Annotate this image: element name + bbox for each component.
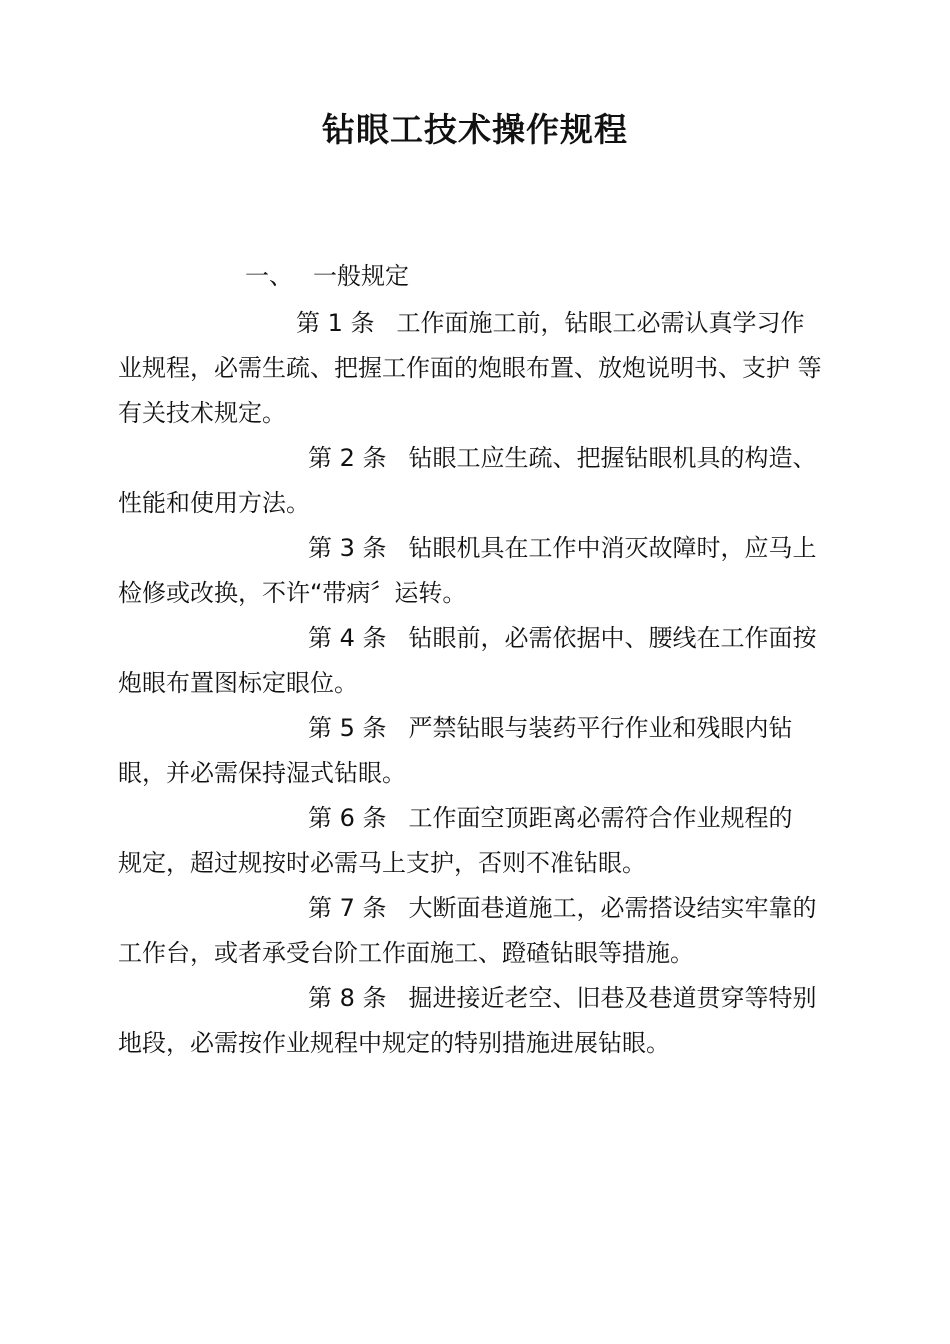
- article-number: 第 8 条: [308, 984, 387, 1012]
- article-text: 工作面施工前，钻眼工必需认真学习作: [396, 309, 805, 337]
- article-first-line: [118, 976, 834, 1021]
- article-text: 大断面巷道施工，必需搭设结实牢靠的: [408, 894, 817, 922]
- article-text: 炮眼布置图标定眼位。: [118, 669, 358, 697]
- article-first-line: [118, 706, 834, 751]
- article-text: 性能和使用方法。: [118, 489, 310, 517]
- article-6: [118, 796, 834, 886]
- article-1: [118, 301, 834, 436]
- article-3: [118, 526, 834, 616]
- article-number: 第 4 条: [308, 624, 387, 652]
- section-heading: [245, 258, 409, 294]
- document-title: 钻眼工技术操作规程: [322, 110, 628, 149]
- article-number: 第 6 条: [308, 804, 387, 832]
- article-text: 规定，超过规按时必需马上支护，否则不准钻眼。: [118, 849, 646, 877]
- article-8: [118, 976, 834, 1066]
- article-2: [118, 436, 834, 526]
- article-first-line: [118, 796, 834, 841]
- article-5: [118, 706, 834, 796]
- article-number: 第 3 条: [308, 534, 387, 562]
- article-number: 第 7 条: [308, 894, 387, 922]
- article-first-line: [118, 436, 834, 481]
- article-4: [118, 616, 834, 706]
- article-text: 地段，必需按作业规程中规定的特别措施进展钻眼。: [118, 1029, 670, 1057]
- article-text: 钻眼机具在工作中消灭故障时，应马上: [408, 534, 817, 562]
- article-text: 严禁钻眼与装药平行作业和残眼内钻: [408, 714, 793, 742]
- article-number: 第 1 条: [296, 309, 375, 337]
- article-text: 检修或改换，不许“带病〞运转。: [118, 579, 467, 607]
- article-text: 掘进接近老空、旧巷及巷道贯穿等特别: [408, 984, 817, 1012]
- article-first-line: [118, 526, 834, 571]
- article-text: 有关技术规定。: [118, 399, 286, 427]
- article-text: 工作台，或者承受台阶工作面施工、蹬碴钻眼等措施。: [118, 939, 694, 967]
- article-first-line: [118, 886, 834, 931]
- article-first-line: [118, 616, 834, 661]
- article-text: 钻眼工应生疏、把握钻眼机具的构造、: [408, 444, 817, 472]
- article-number: 第 5 条: [308, 714, 387, 742]
- section-number: 一、: [245, 262, 293, 290]
- article-7: [118, 886, 834, 976]
- article-first-line: [118, 301, 834, 346]
- article-text: 眼，并必需保持湿式钻眼。: [118, 759, 406, 787]
- article-text: 业规程，必需生疏、把握工作面的炮眼布置、放炮说明书、支护 等: [118, 354, 822, 382]
- article-text: 钻眼前，必需依据中、腰线在工作面按: [408, 624, 817, 652]
- section-title: 一般规定: [313, 262, 409, 290]
- article-number: 第 2 条: [308, 444, 387, 472]
- article-text: 工作面空顶距离必需符合作业规程的: [408, 804, 793, 832]
